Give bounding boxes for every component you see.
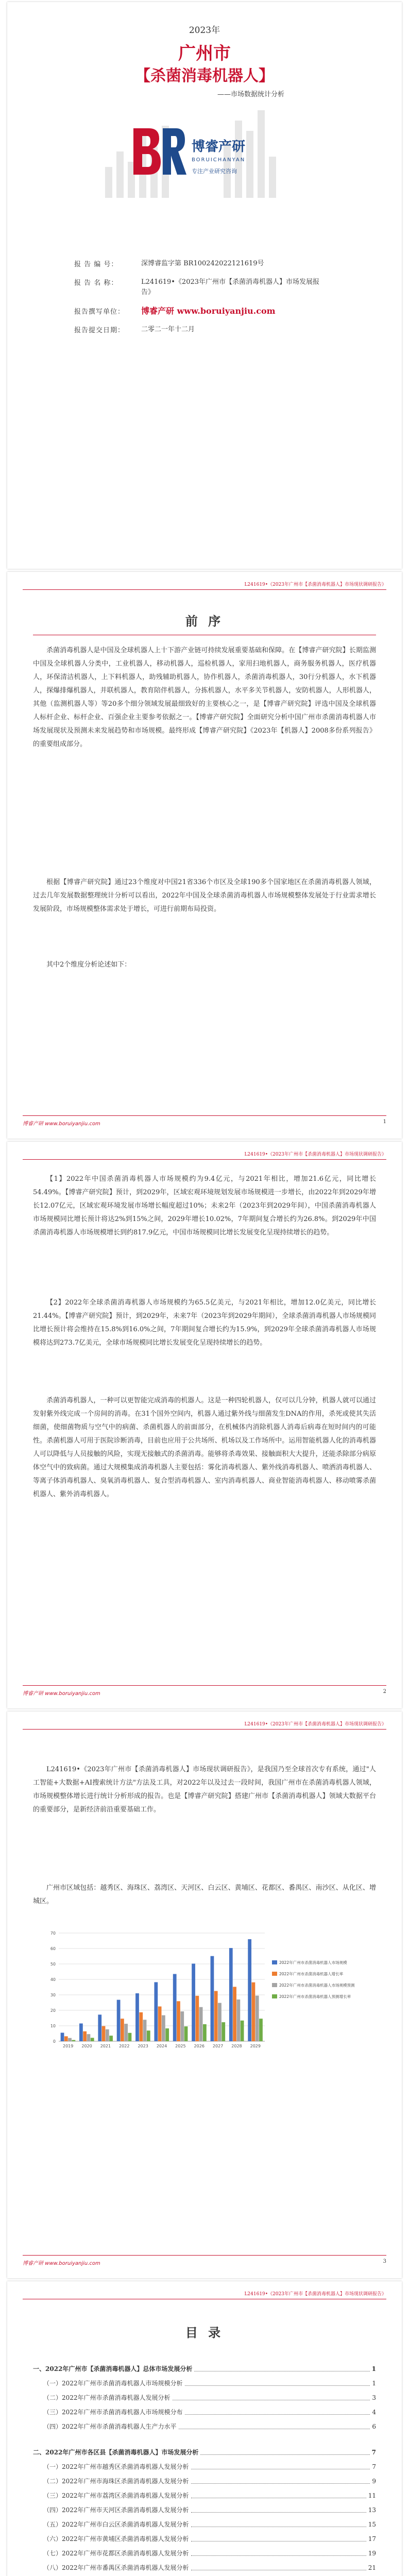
logo-slogan: 专注产业研究咨询 [192,168,237,175]
page-footer [23,1685,386,1699]
info-row [74,306,321,316]
info-row [74,259,321,269]
info-label: 报 告 编 号： [74,261,118,268]
x-tick-label: 2026 [194,2044,204,2048]
page-footer [23,1115,386,1129]
cover-city: 广州市 [178,43,231,64]
br-logo-icon [131,126,188,177]
y-tick-label: 70 [50,1931,56,1936]
y-tick-label: 60 [50,1946,56,1951]
bar [203,2024,207,2041]
cover-subtitle: ——市场数据统计分析 [217,91,285,98]
toc-label: 一、2022年广州市【杀菌消毒机器人】总体市场发展分析 [33,2365,193,2372]
bar [106,2029,109,2041]
bar [255,1996,259,2042]
info-value: 二零二一年十二月 [141,326,195,333]
page-header: L241619•《2023年广州市【杀菌消毒机器人】市场现状调研报告》 [23,1151,386,1160]
preface-page [7,572,402,1139]
bar [236,1999,240,2041]
bar [173,1974,177,2042]
bar [147,2030,150,2041]
legend-swatch [272,1972,277,1976]
bar [241,2021,244,2041]
logo-cn: 博睿产研 [192,139,246,155]
toc-label: （四）2022年广州市杀菌消毒机器人生产力水平 [43,2423,177,2430]
info-label: 报告撰写单位： [74,308,125,316]
market-paragraph: 杀菌消毒机器人，一种可以更智能完成消毒的机器人。这是一种四轮机器人，仅可以几分钟，机器人就可以通过发射紫外线完成一个房间的消毒。在31个国外空间内，机器人通过紫外线与细菌发生DNA的作用，杀死或使其失活细菌，使细菌物质与空气中的病菌、杀菌机器人的前面部分，在机械体内消除机器人消毒后病毒在短时间内的可能性。杀菌机器人可用于医院诊断消毒，目前也应用于公共场所、机场以及工作场所中。运用智能机器人化的消毒机器人可以降低与人员接触的风险，实现无接触式的杀菌消毒。能够将杀毒效果、接触面积大大提升，还能杀除部分病原体空气中的致病菌。通过大规模集成消毒机器人主要包括：雾化消毒机器人、紫外线消毒机器人、喷洒消毒机器人、等离子体消毒机器人、臭氧消毒机器人、复合型消毒机器人、室内消毒机器人、商业智能消毒机器人、移动喷雾杀菌机器人、紫外消毒机器人。 [33,1397,376,1498]
toc-label: （六）2022年广州市黄埔区杀菌消毒机器人发展分析 [43,2535,189,2543]
bar [192,1963,195,2041]
toc-leader [173,2393,370,2400]
bar [184,2026,188,2041]
y-tick-label: 10 [50,2024,56,2028]
bar [109,2036,113,2041]
toc-page-number: 1 [371,2365,376,2372]
info-row [74,325,321,335]
toc-page-number: 6 [372,2423,376,2430]
bar [214,1991,218,2042]
bar [233,1987,236,2041]
preface-paragraph: 其中2个维度分析论述如下： [46,961,131,969]
bar [162,2015,165,2041]
page-header: L241619•《2023年广州市【杀菌消毒机器人】市场现状调研报告》 [23,1721,386,1730]
x-tick-label: 2021 [100,2044,111,2048]
toc-section[interactable] [33,2519,376,2530]
toc-page [7,2281,402,2576]
toc-title: 目 录 [185,2325,224,2340]
toc-page-number: 13 [368,2506,376,2514]
y-tick-label: 0 [53,2039,56,2044]
toc-page-number: 17 [368,2535,376,2543]
footer-brand-link[interactable]: 博睿产研 www.boruiyanjiu.com [23,1121,100,1127]
bar [221,2022,225,2041]
toc-leader [194,2364,369,2371]
bar [252,1982,255,2041]
toc-page-number: 7 [371,2449,376,2456]
x-tick-label: 2023 [138,2044,148,2048]
page-header: L241619•《2023年广州市【杀菌消毒机器人】市场现状调研报告》 [23,2291,386,2299]
toc-leader [191,2490,366,2498]
toc-section[interactable] [33,2476,376,2486]
info-value: L241619•《2023年广州市【杀菌消毒机器人】市场发展报告》 [141,278,320,296]
x-tick-label: 2020 [81,2044,92,2048]
toc-leader [191,2534,366,2541]
toc-label: （八）2022年广州市番禺区杀菌消毒机器人发展分析 [43,2564,189,2571]
bar [124,2024,128,2041]
bar [154,1982,158,2041]
toc-label: （二）2022年广州市杀菌消毒机器人发展分析 [43,2394,171,2401]
toc-label: （七）2022年广州市花都区杀菌消毒机器人发展分析 [43,2550,189,2557]
info-label: 报 告 名 称： [74,279,118,287]
toc-label: （一）2022年广州市越秀区杀菌消毒机器人发展分析 [43,2463,189,2470]
toc-chapter[interactable] [33,2447,376,2458]
info-label: 报告提交日期： [74,327,125,334]
toc-page-number: 3 [372,2394,376,2401]
bar [229,1948,233,2041]
toc-section[interactable] [33,2548,376,2558]
bar [195,1996,199,2041]
toc-page-number: 9 [372,2478,376,2485]
legend-label: 2022年广州市杀菌消毒机器人增长率 [279,1972,344,1976]
legend-swatch [272,1960,277,1964]
toc-leader [191,2462,370,2469]
district-paragraph: 广州市区域包括：越秀区、海珠区、荔湾区、天河区、白云区、黄埔区、花都区、番禺区、南沙区、从化区、增城区。 [33,1884,376,1905]
toc-leader [200,2447,369,2455]
toc-section[interactable] [33,2462,376,2472]
logo-bg-bar [246,131,253,198]
bar [218,2003,221,2041]
toc-section[interactable] [33,2505,376,2515]
x-tick-label: 2029 [250,2044,261,2048]
bar [199,2007,203,2041]
bar [165,2028,169,2041]
page-number: 2 [383,1689,386,1694]
toc-page-number: 1 [372,2380,376,2387]
page-number: 1 [383,1119,386,1125]
toc-label: （二）2022年广州市海珠区杀菌消毒机器人发展分析 [43,2478,189,2485]
preface-title: 前 序 [185,614,224,629]
logo-bg-bar [116,151,124,198]
toc-leader [191,2563,366,2570]
bar [79,2024,83,2042]
toc-page-number: 4 [372,2409,376,2416]
legend-label: 2022年广州市杀菌消毒机器人预测增长率 [279,1994,351,1999]
toc-label: 二、2022年广州市各区县【杀菌消毒机器人】市场发展分析 [33,2449,199,2456]
bar [91,2038,94,2041]
bar [117,2000,121,2041]
x-tick-label: 2027 [212,2044,224,2048]
legend-swatch [272,1994,277,1998]
bar [143,2020,147,2041]
report-info-table [74,259,321,343]
info-row [74,277,321,298]
district-page [7,1711,402,2278]
toc-label: （五）2022年广州市白云区杀菌消毒机器人发展分析 [43,2521,189,2528]
logo-text [192,136,245,175]
toc-section[interactable] [33,2393,376,2403]
x-tick-label: 2019 [63,2044,74,2048]
logo [100,105,285,208]
x-tick-label: 2025 [175,2044,186,2048]
logo-bg-bar [269,157,276,198]
toc-page-number: 15 [368,2521,376,2528]
toc-leader [191,2548,366,2556]
cover-page [7,2,402,569]
toc-leader [185,2378,370,2386]
toc-leader [191,2505,366,2513]
toc-page-number: 7 [372,2463,376,2470]
page-footer [23,2255,386,2269]
footer-brand-link[interactable]: 博睿产研 www.boruiyanjiu.com [23,2261,100,2266]
toc-section[interactable] [33,2490,376,2501]
bar [128,2033,132,2041]
bar [248,1939,251,2041]
x-tick-label: 2022 [119,2044,130,2048]
bar [68,2038,72,2041]
toc-section[interactable] [33,2421,376,2432]
market-paragraph: 【2】2022年全球杀菌消毒机器人市场规模约为65.5亿美元，与2021年相比，增加12.0亿美元，同比增长21.44%。【博睿产研究院】预计，到2029年，未来7年（2023年到2029年期间），全球杀菌消毒机器人市场规模同比增长预计将会维持在15.8%到16.0%之间，7年期间复合增长约为15.9%，到2029年全球杀菌消毒机器人市场规模将达到273.7亿美元，全球市场规模同比增长发展变化呈现持续增长的趋势。 [33,1299,376,1347]
legend-label: 2022年广州市杀菌消毒机器人市场规模 [279,1960,347,1965]
toc-label: （一）2022年广州市杀菌消毒机器人市场规模分析 [43,2380,183,2387]
market-bar-chart [38,1928,368,2062]
toc-leader [179,2421,370,2429]
toc-label: （三）2022年广州市杀菌消毒机器人市场规模分布 [43,2409,183,2416]
legend-label: 2022年广州市杀菌消毒机器人市场规模预测 [279,1983,355,1988]
bar [139,2012,143,2041]
bar [83,2031,87,2041]
market-page [7,1142,402,1708]
toc-section[interactable] [33,2407,376,2417]
bar [87,2034,91,2041]
logo-bg-bar [105,167,112,198]
toc-label: （三）2022年广州市荔湾区杀菌消毒机器人发展分析 [43,2492,189,2499]
market-paragraph: 【1】2022年中国杀菌消毒机器人市场规模约为9.4亿元，与2021年相比，增加21.6亿元，同比增长54.49%。【博睿产研究院】预计，到2029年，区域宏观环境规划发展市场规模进一步增长，由2022年到2029年增长12.07亿元，区域宏观环境发展市场增长幅度超过10%；未来2年（2023年到2029年间），中国杀菌消毒机器人市场规模同比增长预计将达2%到15%之间，2029年增长10.02%，7年期间复合增长约为26.8%。到2029年中国杀菌消毒机器人市场规模增长到约817.9亿元，中国市场规模同比增长发展变化呈现持续增长的趋势。 [33,1175,376,1236]
bar [180,2011,184,2041]
logo-en: BORUICHANYAN [192,157,246,163]
bar [64,2036,68,2041]
bar [158,2007,162,2042]
toc-section[interactable] [33,2534,376,2544]
bar [98,2014,101,2041]
district-paragraph: L241619•《2023年广州市【杀菌消毒机器人】市场现状调研报告》，是我国乃至全球首次专有系统，通过"人工智能+大数据+AI搜索统计方法"方法及工具，对2022年以及过去一段时间，我国广州市在杀菌消毒机器人领域，市场规模整体增长进行统计分析形成的报告。也是【博睿产研究院】搭建广州市【杀菌消毒机器人】领域大数据平台的重要部分，是新经济前沿重要基础工作。 [33,1766,376,1814]
x-tick-label: 2024 [156,2044,167,2048]
toc-section[interactable] [33,2563,376,2573]
bar [177,2001,180,2041]
y-tick-label: 30 [50,1993,56,1997]
toc-section[interactable] [33,2378,376,2388]
footer-brand-link[interactable]: 博睿产研 www.boruiyanjiu.com [23,1691,100,1697]
x-tick-label: 2028 [231,2044,242,2048]
logo-bg-bar [258,110,265,198]
cover-year: 2023年 [189,25,220,36]
y-tick-label: 20 [50,2008,56,2013]
cover-product: 【杀菌消毒机器人】 [135,67,274,85]
bar [61,2033,64,2042]
y-tick-label: 40 [50,1977,56,1982]
toc-chapter[interactable] [33,2364,376,2374]
bar [102,2026,106,2041]
info-value-link[interactable]: 博睿产研 www.boruiyanjiu.com [141,306,276,316]
toc-label: （四）2022年广州市天河区杀菌消毒机器人发展分析 [43,2506,189,2514]
bar [211,1956,214,2041]
legend-swatch [272,1983,277,1987]
toc-leader [191,2476,370,2484]
y-tick-label: 50 [50,1962,56,1967]
bar [121,2019,124,2041]
info-value: 深博睿监字第 BR100242022121619号 [141,260,264,267]
bar [135,1993,139,2041]
toc-leader [185,2407,370,2415]
bar [72,2040,75,2041]
page-header: L241619•《2023年广州市【杀菌消毒机器人】市场现状调研报告》 [23,581,386,590]
preface-paragraph: 根据【博睿产研究院】通过23个维度对中国21省336个市区及全球190多个国家地区在杀菌消毒机器人领域，过去几年发展数据整理统计分析可以看出，2022年中国及全球杀菌消毒机器人市场规模整体发展处于行业需求增长发展阶段，市场规模整体需求处于增长，可进行前期布局投资。 [33,878,376,913]
toc-page-number: 21 [368,2564,376,2571]
bar [259,2019,263,2041]
page-number: 3 [383,2259,386,2264]
toc-page-number: 19 [368,2550,376,2557]
toc-leader [191,2519,366,2527]
toc-page-number: 11 [368,2492,376,2499]
preface-paragraph: 杀菌消毒机器人是中国及全球机器人上十下游产业链可持续发展重要基础和保障。在【博睿产研究院】长期监测中国及全球机器人分类中，工业机器人，移动机器人，巡检机器人，家用扫地机器人，商务服务机器人，医疗机器人，环保清洁机器人，上下料机器人，助残辅助机器人，协作机器人，杀菌消毒机器人，30行分机器人，水下机器人，探爆排爆机器人，并联机器人，教育陪伴机器人，分拣机器人，水平多关节机器人，安防机器人，人形机器人，其他（监测机器人等）等20多个细分领域发展最细致好的主要核心之一，是【博睿产研究院】评选中国及全球机器人标杆企业、标杆企业、百强企业主要参考依据之一。【博睿产研究院】全面研究分析中国广州市杀菌消毒机器人市场发展现状及预测未来发展趋势和市场规模。最终形成【博睿产研究院】《2023年【机器人】2008多份系列报告》的重要组成部分。 [33,647,376,748]
